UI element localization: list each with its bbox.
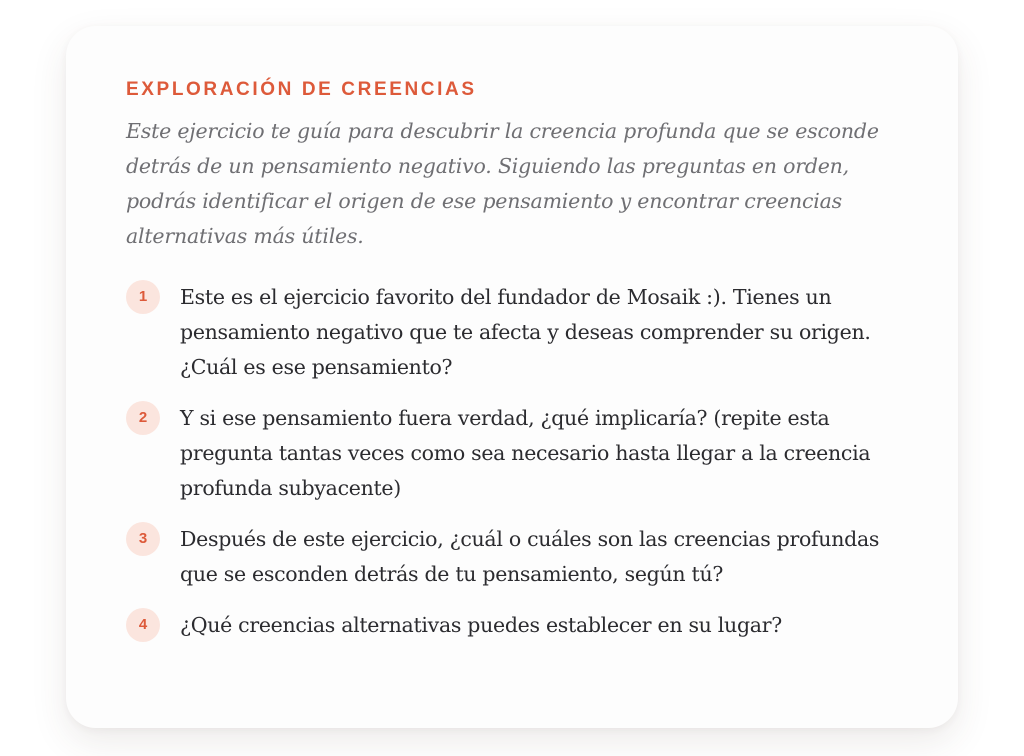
exercise-intro: Este ejercicio te guía para descubrir la creencia profunda que se esconde detrás de un pensamiento negativo. Siguiendo las preguntas en orden, podrás identificar el origen de ese pensamiento y encontrar creencias alternativas más útiles. [126, 119, 879, 248]
question-item-1 [126, 280, 898, 385]
question-text: ¿Qué creencias alternativas puedes establecer en su lugar? [180, 613, 782, 637]
exercise-card [66, 26, 958, 728]
question-number-badge: 4 [126, 608, 160, 642]
question-text: Este es el ejercicio favorito del fundador de Mosaik :). Tienes un pensamiento negativo que te afecta y deseas comprender su origen. ¿Cuál es ese pensamiento? [180, 285, 871, 379]
question-item-2 [126, 401, 898, 506]
question-number-badge: 3 [126, 522, 160, 556]
exercise-title: EXPLORACIÓN DE CREENCIAS [126, 79, 477, 100]
question-list [126, 280, 898, 643]
question-item-3 [126, 522, 898, 592]
question-number-badge: 1 [126, 280, 160, 314]
question-text: Después de este ejercicio, ¿cuál o cuáles son las creencias profundas que se esconden detrás de tu pensamiento, según tú? [180, 527, 880, 586]
question-text: Y si ese pensamiento fuera verdad, ¿qué implicaría? (repite esta pregunta tantas veces como sea necesario hasta llegar a la creencia profunda subyacente) [180, 406, 871, 500]
question-item-4 [126, 608, 898, 643]
question-number-badge: 2 [126, 401, 160, 435]
